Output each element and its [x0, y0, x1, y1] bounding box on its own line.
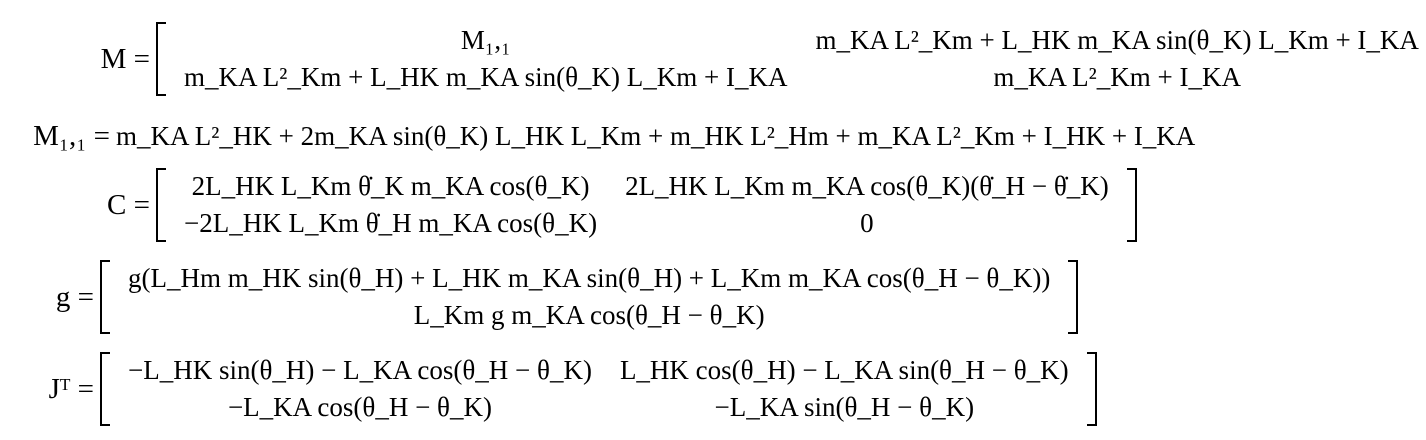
- equation-m-lhs: M =: [100, 42, 150, 75]
- matrix-m-cell-2-1: m_KA L²_Km + L_HK m_KA sin(θ_K) L_Km + I_KA: [184, 62, 788, 92]
- equation-m11-lhs: M₁,₁ =: [33, 120, 110, 152]
- matrix-c: [156, 168, 1137, 242]
- equation-m: [0, 22, 1426, 96]
- matrix-c-cell-1-1: 2L_HK L_Km θ̇_K m_KA cos(θ_K): [191, 171, 590, 201]
- equation-c: [0, 168, 1137, 242]
- matrix-c-cell-2-1: −2L_HK L_Km θ̇_H m_KA cos(θ_K): [184, 208, 598, 238]
- equation-c-lhs: C =: [107, 188, 150, 221]
- equation-m11-rhs: m_KA L²_HK + 2m_KA sin(θ_K) L_HK L_Km + m_HK L²_Hm + m_KA L²_Km + I_HK + I_KA: [116, 121, 1196, 151]
- equation-jt: [0, 352, 1097, 426]
- equation-jt-lhs: Jᵀ =: [48, 372, 94, 405]
- equation-g: [0, 260, 1078, 334]
- matrix-jt: [100, 352, 1097, 426]
- vector-g-row-1: g(L_Hm m_HK sin(θ_H) + L_HK m_KA sin(θ_H) + L_Km m_KA cos(θ_H − θ_K)): [128, 263, 1051, 293]
- matrix-jt-cell-1-2: L_HK cos(θ_H) − L_KA sin(θ_H − θ_K): [619, 355, 1069, 385]
- matrix-m: [156, 22, 1426, 96]
- matrix-m-cell-2-2: m_KA L²_Km + I_KA: [993, 62, 1241, 92]
- matrix-m-cell-1-2: m_KA L²_Km + L_HK m_KA sin(θ_K) L_Km + I_KA: [815, 25, 1419, 55]
- equation-g-lhs: g =: [55, 280, 94, 313]
- matrix-jt-cell-2-2: −L_KA sin(θ_H − θ_K): [714, 392, 975, 422]
- equation-m11: [0, 120, 1195, 153]
- matrix-jt-cell-2-1: −L_KA cos(θ_H − θ_K): [227, 392, 492, 422]
- matrix-jt-cell-1-1: −L_HK sin(θ_H) − L_KA cos(θ_H − θ_K): [128, 355, 592, 385]
- matrix-c-cell-1-2: 2L_HK L_Km m_KA cos(θ_K)(θ̇_H − θ̇_K): [625, 171, 1109, 201]
- vector-g-row-2: L_Km g m_KA cos(θ_H − θ_K): [413, 300, 765, 330]
- vector-g: [100, 260, 1078, 334]
- matrix-m-cell-1-1: M₁,₁: [460, 25, 511, 55]
- matrix-c-cell-2-2: 0: [860, 208, 874, 238]
